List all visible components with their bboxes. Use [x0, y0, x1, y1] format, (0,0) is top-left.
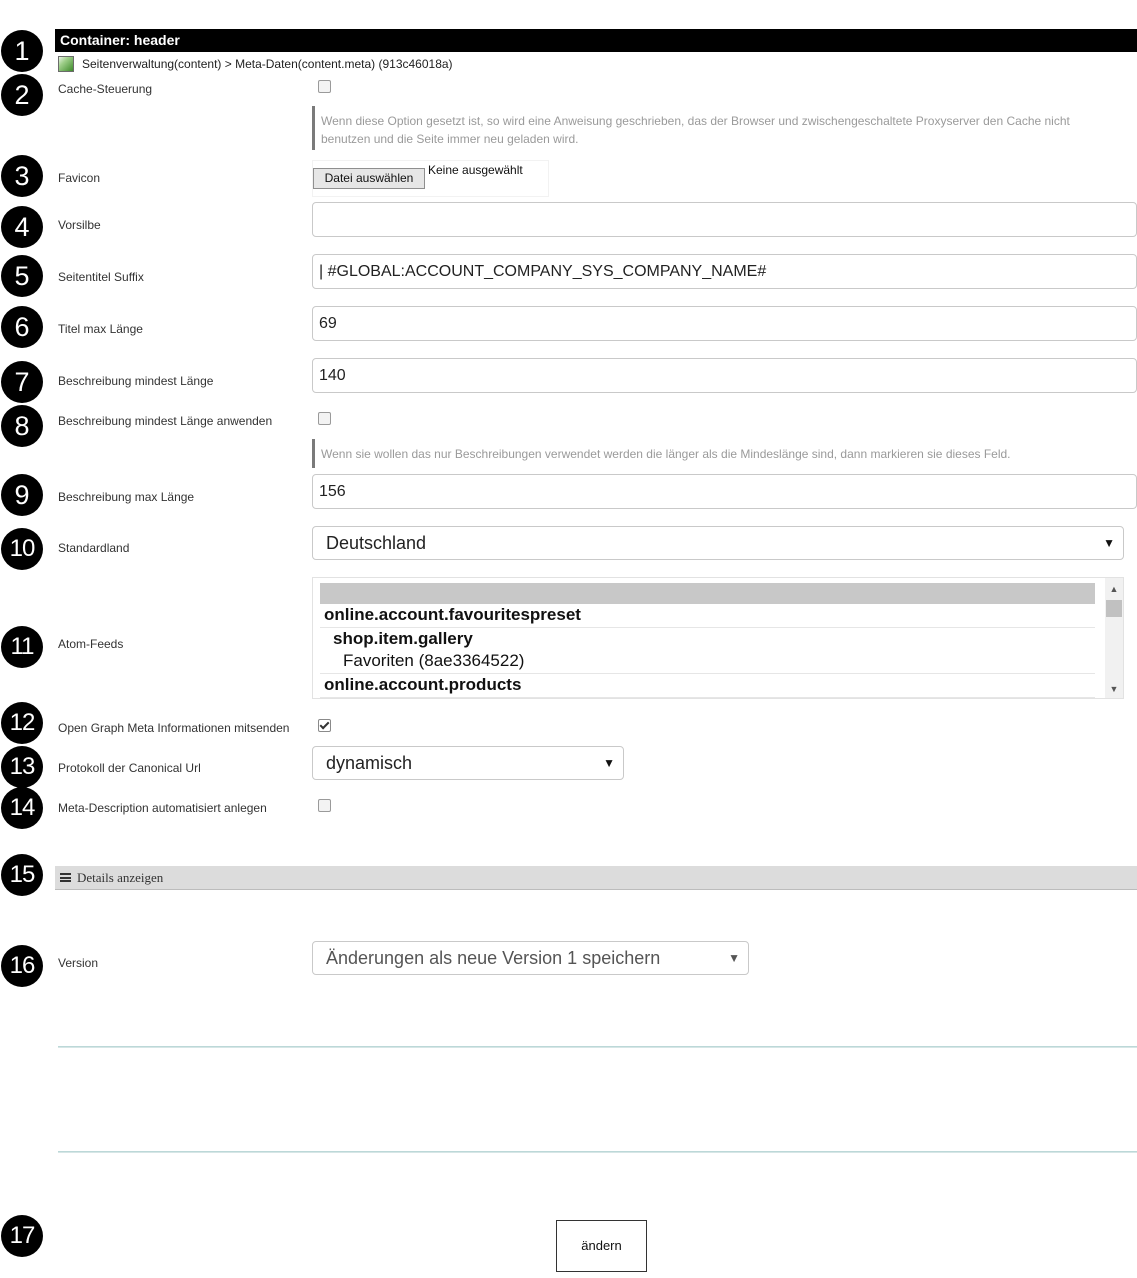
meta-description-auto-label: Meta-Description automatisiert anlegen — [58, 801, 267, 815]
prefix-input[interactable] — [312, 202, 1137, 237]
submit-button[interactable]: ändern — [556, 1220, 647, 1272]
file-status-text: Keine ausgewählt — [428, 163, 523, 177]
annotation-badge: 15 — [1, 854, 43, 896]
version-select[interactable] — [312, 941, 749, 975]
default-country-select[interactable] — [312, 526, 1124, 560]
description-max-length-label: Beschreibung max Länge — [58, 490, 195, 504]
dropdown-arrow-icon: ▼ — [603, 756, 615, 770]
page-icon — [58, 56, 74, 72]
listbox-selected-row[interactable] — [320, 583, 1095, 604]
annotation-badge: 2 — [1, 74, 43, 116]
canonical-protocol-label: Protokoll der Canonical Url — [58, 761, 201, 775]
choose-file-button[interactable]: Datei auswählen — [313, 168, 425, 189]
details-toggle[interactable] — [55, 866, 1137, 890]
canonical-protocol-value: dynamisch — [326, 753, 413, 773]
favicon-label: Favicon — [58, 171, 101, 185]
annotation-badge: 8 — [1, 405, 43, 447]
meta-description-auto-checkbox[interactable] — [318, 799, 331, 812]
list-item[interactable]: Favoriten (8ae3364522) — [320, 650, 1095, 674]
annotation-badge: 5 — [1, 255, 43, 297]
description-min-length-input[interactable] — [312, 358, 1137, 393]
annotation-badge: 14 — [1, 787, 43, 829]
prefix-label: Vorsilbe — [58, 218, 101, 232]
title-suffix-label: Seitentitel Suffix — [58, 270, 144, 284]
title-suffix-input[interactable] — [312, 254, 1137, 289]
divider — [58, 1046, 1137, 1048]
divider — [58, 1151, 1137, 1153]
list-item[interactable]: shop.item.gallery — [333, 629, 473, 648]
cache-control-label: Cache-Steuerung — [58, 82, 153, 96]
atom-feeds-label: Atom-Feeds — [58, 637, 124, 651]
annotation-badge: 11 — [1, 626, 43, 668]
version-value: Änderungen als neue Version 1 speichern — [326, 948, 661, 968]
annotation-badge: 6 — [1, 306, 43, 348]
annotation-badge: 3 — [1, 155, 43, 197]
annotation-badge: 1 — [1, 30, 43, 72]
favicon-file-input[interactable] — [312, 160, 549, 197]
listbox-scrollbar[interactable] — [1105, 578, 1123, 698]
list-item[interactable]: online.account.products — [320, 674, 1095, 698]
list-item[interactable]: online.account.favouritespreset — [320, 604, 1095, 628]
open-graph-checkbox[interactable] — [318, 719, 331, 732]
cache-control-help: Wenn diese Option gesetzt ist, so wird eine Anweisung geschrieben, das der Browser und zwischengeschaltete Proxyserver den Cache nicht benutzen und die Seite immer neu geladen wird. — [312, 106, 1112, 150]
dropdown-arrow-icon: ▼ — [728, 951, 740, 965]
description-max-length-input[interactable] — [312, 474, 1137, 509]
scrollbar-thumb[interactable] — [1106, 600, 1122, 617]
annotation-badge: 17 — [1, 1215, 43, 1257]
scroll-up-arrow-icon[interactable]: ▲ — [1109, 584, 1119, 594]
apply-min-length-label: Beschreibung mindest Länge anwenden — [58, 414, 273, 428]
annotation-badge: 10 — [1, 528, 43, 570]
apply-min-length-help: Wenn sie wollen das nur Beschreibungen verwendet werden die länger als die Mindeslänge sind, dann markieren sie dieses Feld. — [312, 439, 1112, 468]
atom-feeds-listbox[interactable] — [312, 577, 1124, 699]
breadcrumb-text: Seitenverwaltung(content) > Meta-Daten(content.meta) (913c46018a) — [82, 57, 453, 71]
annotation-badge: 7 — [1, 361, 43, 403]
default-country-label: Standardland — [58, 541, 130, 555]
cache-control-checkbox[interactable] — [318, 80, 331, 93]
annotation-badge: 12 — [1, 702, 43, 744]
apply-min-length-checkbox[interactable] — [318, 412, 331, 425]
annotation-badge: 16 — [1, 945, 43, 987]
annotation-badge: 13 — [1, 746, 43, 788]
breadcrumb — [58, 54, 453, 74]
annotation-badge: 9 — [1, 474, 43, 516]
open-graph-label: Open Graph Meta Informationen mitsenden — [58, 721, 290, 735]
details-toggle-label: Details anzeigen — [77, 869, 164, 885]
dropdown-arrow-icon: ▼ — [1103, 536, 1115, 550]
description-min-length-label: Beschreibung mindest Länge — [58, 374, 214, 388]
version-label: Version — [58, 956, 99, 970]
canonical-protocol-select[interactable] — [312, 746, 624, 780]
title-max-length-input[interactable] — [312, 306, 1137, 341]
container-header-title: Container: header — [55, 29, 1137, 52]
default-country-value: Deutschland — [326, 533, 427, 553]
title-max-length-label: Titel max Länge — [58, 322, 143, 336]
annotation-badge: 4 — [1, 206, 43, 248]
scroll-down-arrow-icon[interactable]: ▼ — [1109, 684, 1119, 694]
menu-icon — [60, 873, 71, 882]
